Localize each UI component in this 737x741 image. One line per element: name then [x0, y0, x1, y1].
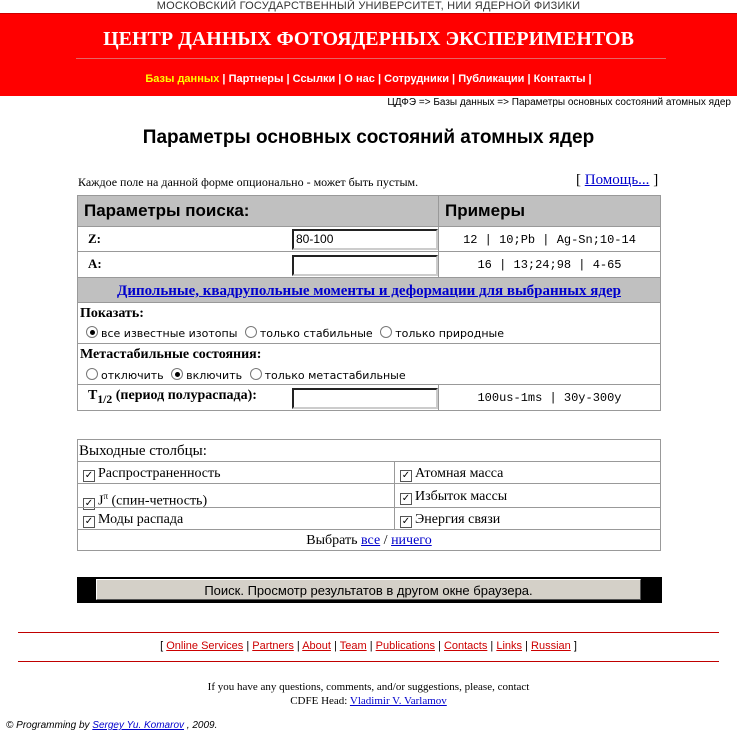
output-abundance-label: Распространенность: [98, 466, 221, 481]
radio-natural-only-label: только природные: [395, 327, 505, 340]
select-all-link[interactable]: все: [361, 533, 381, 548]
radio-stable-only-label: только стабильные: [259, 327, 373, 340]
output-atomic-mass-label: Атомная масса: [415, 466, 504, 481]
a-example: 16 | 13;24;98 | 4-65: [438, 251, 661, 278]
radio-meta-on-label: включить: [186, 369, 243, 382]
help-link-wrapper: [ Помощь... ]: [576, 172, 659, 188]
footer-link-contacts[interactable]: Contacts: [443, 640, 488, 652]
output-spin-parity-suffix: (спин-четность): [108, 493, 208, 509]
a-row: [77, 251, 439, 278]
output-spin-parity-label: J: [98, 493, 104, 509]
z-label: Z:: [88, 231, 101, 246]
nav-item-publications[interactable]: Публикации: [458, 73, 525, 85]
half-life-example: 100us-1ms | 30y-300y: [438, 384, 661, 411]
radio-meta-off[interactable]: [86, 368, 98, 380]
output-decay-modes[interactable]: [77, 507, 395, 530]
nav-item-partners[interactable]: Партнеры: [228, 73, 284, 85]
footer-divider-bottom: [18, 661, 719, 662]
output-spin-parity[interactable]: [77, 483, 395, 508]
nav-item-links[interactable]: Ссылки: [292, 73, 336, 85]
footer-link-online-services[interactable]: Online Services: [166, 640, 244, 652]
radio-natural-only[interactable]: [380, 326, 392, 338]
credits: [6, 720, 217, 731]
nav-item-about[interactable]: О нас: [344, 73, 375, 85]
show-row: [77, 302, 661, 344]
checkbox-binding-energy[interactable]: ✓: [401, 516, 411, 527]
select-prefix: Выбрать: [306, 533, 358, 548]
z-input[interactable]: 80-100: [292, 229, 438, 250]
output-abundance[interactable]: [77, 461, 395, 484]
radio-meta-off-label: отключить: [101, 369, 164, 382]
search-button[interactable]: Поиск. Просмотр результатов в другом окне браузера.: [96, 579, 641, 600]
footer-link-about[interactable]: About: [302, 640, 331, 652]
radio-meta-on[interactable]: [171, 368, 183, 380]
form-hint: Каждое поле на данной форме опционально - может быть пустым.: [78, 175, 419, 189]
footer-link-partners[interactable]: Partners: [252, 640, 294, 652]
a-label: A:: [88, 256, 102, 271]
banner-divider: [76, 58, 666, 59]
radio-meta-only[interactable]: [250, 368, 262, 380]
output-mass-excess[interactable]: [394, 483, 661, 508]
show-label: Показать:: [80, 306, 144, 321]
radio-stable-only[interactable]: [245, 326, 257, 338]
meta-row: [77, 343, 661, 385]
page-title: Параметры основных состояний атомных ядер: [142, 127, 595, 148]
checkbox-spin-parity[interactable]: ✓: [84, 497, 94, 509]
checkbox-abundance[interactable]: ✓: [84, 470, 94, 481]
search-params-header: Параметры поиска:: [77, 195, 439, 227]
moments-row: [77, 277, 661, 303]
a-input[interactable]: [292, 255, 438, 276]
footer-link-publications[interactable]: Publications: [375, 640, 435, 652]
credits-name-link[interactable]: Sergey Yu. Komarov: [92, 720, 185, 731]
head-line: [0, 695, 737, 707]
half-life-label: [88, 388, 257, 406]
output-spin-parity-sup: π: [103, 491, 108, 501]
z-example: 12 | 10;Pb | Ag-Sn;10-14: [438, 226, 661, 252]
output-mass-excess-label: Избыток массы: [415, 489, 508, 504]
meta-label: Метастабильные состояния:: [80, 347, 262, 362]
output-columns-label: Выходные столбцы:: [77, 439, 661, 462]
radio-all-isotopes-label: все известные изотопы: [101, 327, 238, 340]
examples-header: Примеры: [438, 195, 661, 227]
university-line: МОСКОВСКИЙ ГОСУДАРСТВЕННЫЙ УНИВЕРСИТЕТ, НИИ ЯДЕРНОЙ ФИЗИКИ: [156, 0, 581, 12]
output-decay-modes-label: Моды распада: [98, 512, 184, 527]
half-life-row: [77, 384, 439, 411]
checkbox-decay-modes[interactable]: ✓: [84, 516, 94, 527]
footer-nav: [ Online Services | Partners | About | Team | Publications | Contacts | Links | Russian ]: [160, 640, 577, 652]
radio-meta-only-label: только метастабильные: [264, 369, 406, 382]
radio-all-isotopes[interactable]: [86, 326, 98, 338]
nav-item-contacts[interactable]: Контакты: [533, 73, 586, 85]
z-row: [77, 226, 439, 252]
breadcrumb: ЦДФЭ => Базы данных => Параметры основных состояний атомных ядер: [387, 97, 731, 108]
search-button-frame: [77, 577, 662, 603]
show-options: [86, 326, 504, 340]
select-row: Выбрать все / ничего: [77, 529, 661, 551]
footer-link-links[interactable]: Links: [496, 640, 523, 652]
moments-link[interactable]: Дипольные, квадрупольные моменты и деформации для выбранных ядер: [117, 283, 621, 299]
head-prefix: CDFE Head:: [290, 695, 348, 707]
header-banner: [0, 13, 737, 96]
select-none-link[interactable]: ничего: [391, 533, 432, 548]
footer-link-team[interactable]: Team: [339, 640, 367, 652]
nav-item-databases[interactable]: Базы данных: [145, 73, 220, 85]
credits-suffix: , 2009.: [186, 720, 218, 731]
credits-prefix: © Programming by: [6, 720, 90, 731]
output-atomic-mass[interactable]: [394, 461, 661, 484]
meta-options: [86, 368, 406, 382]
head-name-link[interactable]: Vladimir V. Varlamov: [349, 695, 447, 707]
output-binding-energy-label: Энергия связи: [415, 512, 501, 527]
half-life-subscript: 1/2: [97, 392, 113, 406]
half-life-suffix: (период полураспада):: [115, 388, 257, 403]
output-binding-energy[interactable]: [394, 507, 661, 530]
nav-item-staff[interactable]: Сотрудники: [384, 73, 449, 85]
half-life-symbol: T: [88, 388, 98, 403]
site-title: ЦЕНТР ДАННЫХ ФОТОЯДЕРНЫХ ЭКСПЕРИМЕНТОВ: [103, 28, 634, 50]
footer-divider-top: [18, 632, 719, 633]
half-life-input[interactable]: [292, 388, 438, 409]
contact-line: If you have any questions, comments, and/or suggestions, please, contact: [207, 681, 530, 693]
help-link[interactable]: Помощь...: [584, 172, 650, 188]
footer-link-russian[interactable]: Russian: [531, 640, 571, 652]
checkbox-mass-excess[interactable]: ✓: [401, 493, 411, 504]
checkbox-atomic-mass[interactable]: ✓: [401, 470, 411, 481]
top-nav: Базы данных | Партнеры | Ссылки | О нас | Сотрудники | Публикации | Контакты |: [145, 73, 592, 85]
